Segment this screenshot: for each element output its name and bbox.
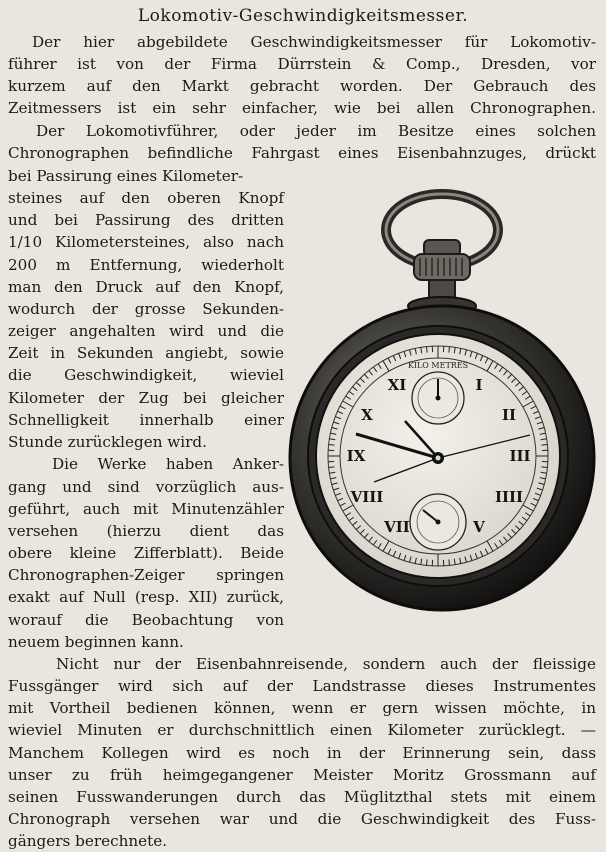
text-line: Schnelligkeit innerhalb einer <box>8 409 284 431</box>
text-line: Der Lokomotivführer, oder jeder im Besitze eines solchen <box>8 120 596 142</box>
text-line: zeiger angehalten wird und die <box>8 320 284 342</box>
text-line: die Geschwindigkeit, wieviel <box>8 364 284 386</box>
text-line: wodurch der grosse Sekunden- <box>8 298 284 320</box>
text-line: Chronographen-Zeiger springen <box>8 564 284 586</box>
text-line: versehen (hierzu dient das <box>8 520 284 542</box>
text-line: wieviel Minuten er durchschnittlich einen Kilometer zurücklegt. — <box>8 719 596 741</box>
text-line: Der hier abgebildete Geschwindigkeitsmesser für Lokomotiv- <box>8 31 596 53</box>
pocket-watch-illustration <box>286 188 598 618</box>
dial-tick <box>449 559 450 565</box>
dial-numeral: VIII <box>350 488 384 506</box>
dial-tick <box>541 445 547 446</box>
dial-tick <box>329 467 335 468</box>
text-line: mit Vortheil bedienen können, wenn er gern wissen möchte, in <box>8 697 596 719</box>
text-line: kurzem auf den Markt gebracht worden. Der Gebrauch des <box>8 75 596 97</box>
dial-numeral: I <box>475 376 482 394</box>
text-line: Nicht nur der Eisenbahnreisende, sondern auch der fleissige <box>8 653 596 675</box>
text-line: seinen Fusswanderungen durch das Müglitzthal stets mit einem <box>8 786 596 808</box>
text-line: Zeitmessers ist ein sehr einfacher, wie bei allen Chronographen. <box>8 97 596 119</box>
dial-numeral: X <box>361 406 373 424</box>
text-line: obere kleine Zifferblatt). Beide <box>8 542 284 564</box>
dial-numeral: XI <box>388 376 407 394</box>
text-line: gängers berechnete. <box>8 830 596 852</box>
text-line: Manchem Kollegen wird es noch in der Erinnerung sein, dass <box>8 742 596 764</box>
article-title: Lokomotiv-Geschwindigkeitsmesser. <box>0 6 606 26</box>
text-line: Stunde zurücklegen wird. <box>8 431 284 453</box>
text-line: exakt auf Null (resp. XII) zurück, <box>8 586 284 608</box>
text-line: Chronograph versehen war und die Geschwindigkeit des Fuss- <box>8 808 596 830</box>
dial-numeral: III <box>509 447 530 465</box>
dial-tick <box>427 347 428 353</box>
text-line: worauf die Beobachtung von <box>8 609 284 631</box>
text-line: 200 m Entfernung, wiederholt <box>8 254 284 276</box>
dial-numeral: VII <box>383 518 410 536</box>
dial-tick <box>449 347 450 353</box>
dial-tick <box>541 467 547 468</box>
text-line: Chronographen befindliche Fahrgast eines Eisenbahnzuges, drückt <box>8 142 596 164</box>
dial-scale-label: KILO METRES <box>408 361 468 370</box>
text-line: unser zu früh heimgegangener Meister Moritz Grossmann auf <box>8 764 596 786</box>
text-line: 1/10 Kilometersteines, also nach <box>8 231 284 253</box>
text-line: geführt, auch mit Minutenzähler <box>8 498 284 520</box>
text-line: führer ist von der Firma Dürrstein & Comp., Dresden, vor <box>8 53 596 75</box>
text-line: bei Passirung eines Kilometer- <box>8 165 284 187</box>
text-line: Kilometer der Zug bei gleicher <box>8 387 284 409</box>
text-line: Zeit in Sekunden angiebt, sowie <box>8 342 284 364</box>
text-line: steines auf den oberen Knopf <box>8 187 284 209</box>
text-line: Die Werke haben Anker- <box>8 453 284 475</box>
dial-tick <box>329 445 335 446</box>
text-line: Fussgänger wird sich auf der Landstrasse dieses Instrumentes <box>8 675 596 697</box>
dial-numeral: IX <box>347 447 366 465</box>
pocket-watch-icon <box>286 188 598 618</box>
text-line: gang und sind vorzüglich aus- <box>8 476 284 498</box>
text-line: man den Druck auf den Knopf, <box>8 276 284 298</box>
dial-tick <box>427 559 428 565</box>
dial-numeral: IIII <box>495 488 523 506</box>
text-line: und bei Passirung des dritten <box>8 209 284 231</box>
dial-numeral: V <box>472 518 485 536</box>
text-line: neuem beginnen kann. <box>8 631 284 653</box>
dial-numeral: II <box>502 406 516 424</box>
